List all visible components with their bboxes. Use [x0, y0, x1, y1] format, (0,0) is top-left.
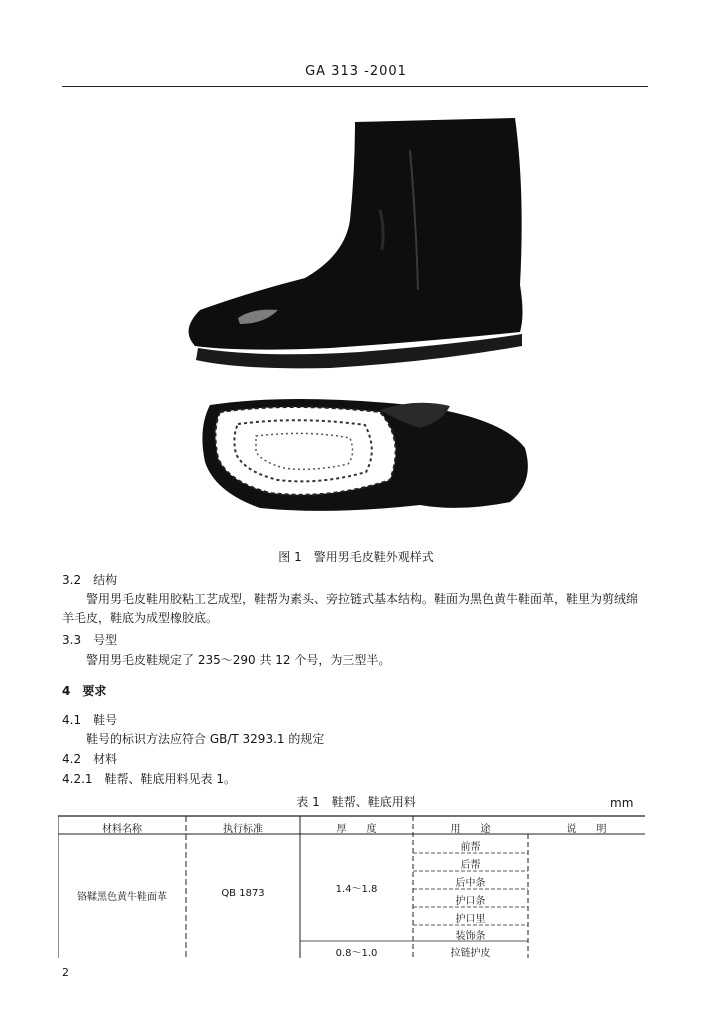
col-header-thickness: 厚 度	[336, 824, 377, 835]
standard-cell: QB 1873	[221, 888, 265, 899]
header-divider	[62, 86, 648, 87]
col-header-notes: 说 明	[566, 824, 607, 835]
section-3-3-heading: 3.3 号型	[62, 633, 118, 647]
section-4-1-body: 鞋号的标识方法应符合 GB/T 3293.1 的规定	[86, 732, 325, 746]
section-4-heading: 4 要求	[62, 684, 107, 698]
section-4-1-heading: 4.1 鞋号	[62, 713, 118, 727]
page-number: 2	[62, 966, 69, 979]
use-cell: 后中条	[455, 878, 486, 889]
col-header-standard: 执行标准	[223, 824, 263, 835]
section-3-3-body: 警用男毛皮鞋规定了 235～290 共 12 个号，为三型半。	[86, 653, 391, 667]
section-3-2-heading: 3.2 结构	[62, 573, 118, 587]
col-header-material: 材料名称	[102, 824, 142, 835]
use-cell: 前帮	[460, 842, 481, 853]
use-cell: 护口条	[455, 896, 486, 907]
section-4-2-1-heading: 4.2.1 鞋帮、鞋底用料见表 1。	[62, 772, 236, 786]
use-cell: 拉链护皮	[450, 948, 491, 959]
table-unit: mm	[610, 796, 634, 810]
boot-side-view	[189, 118, 523, 368]
thickness-cell-a: 1.4～1.8	[335, 884, 378, 895]
figure-caption: 图 1 警用男毛皮鞋外观样式	[278, 550, 434, 564]
thickness-cell-b: 0.8～1.0	[335, 948, 378, 959]
material-name-cell: 铬鞣黑色黄牛鞋面革	[77, 892, 167, 903]
boot-photo	[180, 110, 550, 540]
section-3-2-body: 警用男毛皮鞋用胶粘工艺成型，鞋帮为素头、旁拉链式基本结构。鞋面为黑色黄牛鞋面革，鞋里为剪绒绵羊毛皮，鞋底为成型橡胶底。	[62, 592, 639, 625]
standard-code: GA 313 -2001	[305, 64, 407, 79]
col-header-usage: 用 途	[450, 824, 491, 835]
table-title: 表 1 鞋帮、鞋底用料	[296, 795, 416, 809]
section-4-2-heading: 4.2 材料	[62, 752, 118, 766]
boot-sole-view	[202, 399, 527, 511]
use-cell: 装饰条	[455, 931, 486, 942]
use-cell: 后帮	[460, 860, 481, 871]
use-cell: 护口里	[455, 914, 486, 925]
